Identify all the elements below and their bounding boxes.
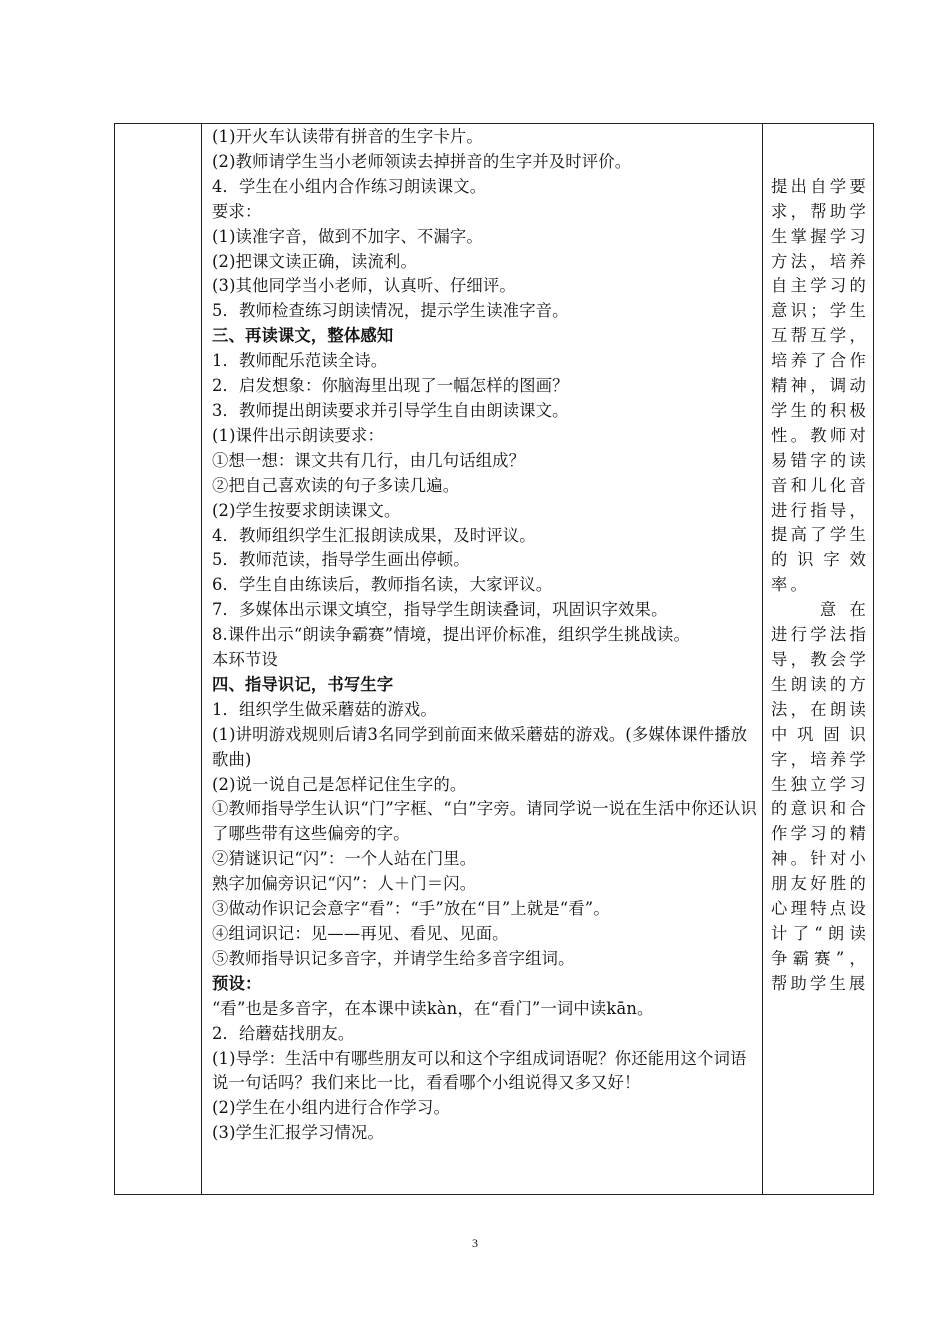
text-line: ④组词识记：见——再见、看见、见面。 <box>212 924 509 943</box>
text-line: (1)读准字音，做到不加字、不漏字。 <box>212 226 483 246</box>
text-line: (3)学生汇报学习情况。 <box>212 1123 384 1143</box>
text-line: 1．组织学生做采蘑菇的游戏。 <box>212 699 437 719</box>
text-line: 本环节设 <box>212 650 278 670</box>
section-heading: 四、指导识记，书写生字 <box>212 674 394 694</box>
text-line: 4．学生在小组内合作练习朗读课文。 <box>212 176 487 196</box>
text-line: ①想一想：课文共有几行，由几句话组成？ <box>212 450 526 470</box>
text-line: 2．给蘑菇找朋友。 <box>212 1023 355 1043</box>
text-line: (1)讲明游戏规则后请3名同学到前面来做采蘑菇的游戏。(多媒体课件播放歌曲) <box>212 724 748 769</box>
text-line: 6．学生自由练读后，教师指名读，大家评议。 <box>212 575 553 595</box>
text-line: (1)课件出示朗读要求： <box>212 425 384 445</box>
section-heading: 预设： <box>212 973 262 993</box>
text-line: (2)把课文读正确，读流利。 <box>212 251 417 271</box>
text-line: ③做动作识记会意字“看”：“手”放在“目”上就是“看”。 <box>212 899 610 919</box>
text-line: 5．教师检查练习朗读情况，提示学生读准字音。 <box>212 301 569 321</box>
design-intent-note-1: 提出自学要求，帮助学生掌握学习方法，培养自主学习的意识；学生互帮互学，培养了合作精神，调动学生的积极性。教师对易错字的读音和儿化音进行指导，提高了学生的识字效率。 <box>771 176 869 595</box>
text-line: (2)教师请学生当小老师领读去掉拼音的生字并及时评价。 <box>212 151 632 171</box>
text-line: (2)学生按要求朗读课文。 <box>212 500 401 520</box>
text-line: ②把自己喜欢读的句子多读几遍。 <box>212 475 460 495</box>
text-line: 4．教师组织学生汇报朗读成果，及时评议。 <box>212 525 536 545</box>
table-row <box>115 124 874 1195</box>
design-intent-cell <box>763 124 874 1195</box>
teaching-process-cell <box>202 124 763 1195</box>
text-line: (1)导学：生活中有哪些朋友可以和这个字组成词语呢？你还能用这个词语说一句话吗？我们来比一比，看看哪个小组说得又多又好！ <box>212 1048 747 1093</box>
left-column-cell <box>115 124 202 1195</box>
text-line: 5．教师范读，指导学生画出停顿。 <box>212 550 470 570</box>
design-intent-text <box>771 125 869 997</box>
teaching-process-text <box>212 125 758 1146</box>
text-line: (2)说一说自己是怎样记住生字的。 <box>212 774 467 794</box>
text-line: (1)开火车认读带有拼音的生字卡片。 <box>212 127 483 146</box>
page-number: 3 <box>472 1236 478 1250</box>
text-line: (3)其他同学当小老师，认真听、仔细评。 <box>212 276 516 296</box>
text-line: 8.课件出示“朗读争霸赛”情境，提出评价标准，组织学生挑战读。 <box>212 625 690 645</box>
lesson-plan-table <box>114 123 874 1195</box>
text-line: ②猜谜识记“闪”：一个人站在门里。 <box>212 849 477 869</box>
text-line: 熟字加偏旁识记“闪”：人＋门＝闪。 <box>212 874 477 894</box>
design-intent-note-2: 意在进行学法指导，教会学生朗读的方法，在朗读中巩固识字，培养学生独立学习的意识和合作学习的精神。针对小朋友好胜的心理特点设计了“朗读争霸赛”，帮助学生展 <box>771 600 869 993</box>
text-line: “看”也是多音字，在本课中读kàn，在“看门”一词中读kān。 <box>212 998 654 1018</box>
text-line: 要求： <box>212 201 262 221</box>
section-heading: 三、再读课文，整体感知 <box>212 326 394 346</box>
text-line: 3．教师提出朗读要求并引导学生自由朗读课文。 <box>212 400 569 420</box>
text-line: (2)学生在小组内进行合作学习。 <box>212 1098 450 1118</box>
text-line: ⑤教师指导识记多音字，并请学生给多音字组词。 <box>212 948 575 968</box>
text-line: ①教师指导学生认识“门”字框、“白”字旁。请同学说一说在生活中你还认识了哪些带有这些偏旁的字。 <box>212 799 758 844</box>
text-line: 2．启发想象：你脑海里出现了一幅怎样的图画？ <box>212 376 569 396</box>
text-line: 1．教师配乐范读全诗。 <box>212 351 388 371</box>
text-line: 7．多媒体出示课文填空，指导学生朗读叠词，巩固识字效果。 <box>212 600 668 620</box>
